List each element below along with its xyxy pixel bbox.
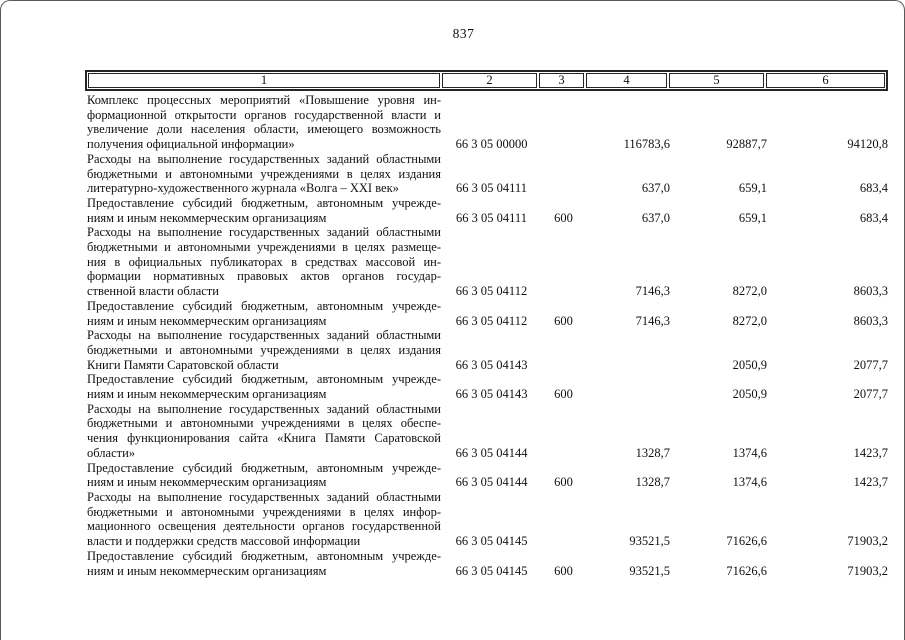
- cell-code: 66 3 05 04144: [455, 475, 528, 490]
- cell-expense_type: [540, 93, 587, 152]
- column-header-5: 5: [669, 73, 764, 88]
- description-line: Расходы на выполнение государственных заданий областными: [87, 225, 441, 240]
- table-row: [85, 402, 888, 461]
- cell-amount_3: 683,4: [859, 210, 888, 225]
- cell-expense_type: 600: [554, 387, 573, 402]
- cell-amount_3: 2077,7: [853, 357, 888, 372]
- cell-expense_type: [540, 490, 587, 549]
- cell-amount_1: 637,0: [641, 181, 670, 196]
- table-row: [85, 225, 888, 299]
- cell-amount_3: 71903,2: [847, 563, 888, 578]
- cell-amount_1: 7146,3: [635, 284, 670, 299]
- table-header-row: [85, 70, 888, 91]
- cell-amount_1: 637,0: [641, 210, 670, 225]
- description-line: ниям и иным некоммерческим организациям: [87, 313, 327, 328]
- description-line: ниям и иным некоммерческим организациям: [87, 210, 327, 225]
- description-line: Комплекс процессных мероприятий «Повышение уровня ин-: [87, 93, 441, 107]
- cell-amount_2: 1374,6: [732, 475, 767, 490]
- table-row: [85, 549, 888, 578]
- table-body-grid: [85, 93, 888, 578]
- description-line: ниям и иным некоммерческим организациям: [87, 475, 327, 490]
- cell-amount_1: 93521,5: [629, 534, 670, 549]
- table-row: [85, 152, 888, 196]
- cell-name: [85, 93, 443, 152]
- table-row: [85, 490, 888, 549]
- table-row: [85, 93, 888, 152]
- cell-amount_1: 1328,7: [635, 475, 670, 490]
- cell-amount_1: 116783,6: [623, 137, 670, 152]
- cell-amount_3: 683,4: [859, 181, 888, 196]
- cell-amount_3: 71903,2: [847, 534, 888, 549]
- description-line: Книги Памяти Саратовской области: [87, 357, 279, 372]
- description-line: литературно-художественного журнала «Волга – XXI век»: [87, 181, 399, 196]
- cell-amount_3: 2077,7: [853, 387, 888, 402]
- cell-amount_1: [587, 328, 670, 372]
- cell-code: 66 3 05 04111: [456, 210, 527, 225]
- cell-name: [85, 372, 443, 401]
- description-line: Предоставление субсидий бюджетным, автономным учрежде-: [87, 548, 441, 563]
- description-line: ственной власти области: [87, 284, 219, 299]
- cell-code: 66 3 05 00000: [455, 137, 528, 152]
- cell-code: 66 3 05 04144: [455, 445, 528, 460]
- description-line: бюджетными и автономными учреждениями в целях издания: [87, 166, 441, 181]
- cell-amount_2: 8272,0: [732, 313, 767, 328]
- cell-name: [85, 402, 443, 461]
- table-row: [85, 372, 888, 401]
- description-line: Расходы на выполнение государственных заданий областными: [87, 151, 441, 166]
- cell-amount_1: 7146,3: [635, 313, 670, 328]
- cell-expense_type: 600: [554, 475, 573, 490]
- description-line: ниям и иным некоммерческим организациям: [87, 387, 327, 402]
- cell-amount_1: 93521,5: [629, 563, 670, 578]
- column-header-3: 3: [539, 73, 584, 88]
- cell-name: [85, 152, 443, 196]
- cell-amount_2: 659,1: [738, 210, 767, 225]
- column-header-6: 6: [766, 73, 885, 88]
- cell-amount_2: 1374,6: [732, 445, 767, 460]
- cell-code: 66 3 05 04112: [455, 284, 528, 299]
- description-line: бюджетными и автономными учреждениями в целях инфор-: [87, 504, 441, 519]
- table-body: [85, 93, 888, 578]
- description-line: формационной открытости органов государственной власти и: [87, 107, 441, 122]
- description-line: получения официальной информации»: [87, 137, 295, 152]
- column-header-2: 2: [442, 73, 537, 88]
- cell-code: 66 3 05 04145: [455, 563, 528, 578]
- cell-amount_2: 2050,9: [732, 357, 767, 372]
- description-line: ния в официальных публикаторах в средствах массовой ин-: [87, 254, 441, 269]
- description-line: мационного освещения деятельности органов государственной: [87, 519, 441, 534]
- cell-code: 66 3 05 04143: [455, 387, 528, 402]
- cell-amount_3: 8603,3: [853, 284, 888, 299]
- cell-amount_2: 71626,6: [726, 534, 767, 549]
- cell-amount_3: 8603,3: [853, 313, 888, 328]
- description-line: Расходы на выполнение государственных заданий областными: [87, 328, 441, 343]
- page-number: 837: [452, 26, 475, 41]
- description-line: чения функционирования сайта «Книга Памяти Саратовской: [87, 431, 441, 446]
- cell-expense_type: [540, 328, 587, 372]
- cell-name: [85, 549, 443, 578]
- description-line: увеличение доли населения области, имеющего возможность: [87, 122, 441, 137]
- cell-amount_1: 1328,7: [635, 445, 670, 460]
- description-line: Предоставление субсидий бюджетным, автономным учрежде-: [87, 460, 441, 475]
- cell-name: [85, 328, 443, 372]
- description-line: ниям и иным некоммерческим организациям: [87, 563, 327, 578]
- cell-code: 66 3 05 04111: [456, 181, 527, 196]
- cell-expense_type: 600: [554, 210, 573, 225]
- table-row: [85, 196, 888, 225]
- cell-amount_3: 1423,7: [853, 445, 888, 460]
- cell-name: [85, 461, 443, 490]
- column-header-4: 4: [586, 73, 667, 88]
- description-line: области»: [87, 445, 136, 460]
- description-line: формации нормативных правовых актов органов государ-: [87, 269, 441, 284]
- cell-name: [85, 299, 443, 328]
- description-line: Предоставление субсидий бюджетным, автономным учрежде-: [87, 195, 441, 210]
- description-line: Расходы на выполнение государственных заданий областными: [87, 489, 441, 504]
- column-header-1: 1: [88, 73, 440, 88]
- description-line: бюджетными и автономными учреждениями в целях обеспе-: [87, 416, 441, 431]
- description-line: бюджетными и автономными учреждениями в целях размеще-: [87, 240, 441, 255]
- cell-amount_2: 659,1: [738, 181, 767, 196]
- cell-expense_type: 600: [554, 313, 573, 328]
- description-line: Предоставление субсидий бюджетным, автономным учрежде-: [87, 298, 441, 313]
- budget-table: [85, 70, 888, 578]
- cell-name: [85, 490, 443, 549]
- cell-expense_type: [540, 225, 587, 299]
- description-line: Предоставление субсидий бюджетным, автономным учрежде-: [87, 372, 441, 387]
- cell-amount_3: 1423,7: [853, 475, 888, 490]
- description-line: бюджетными и автономными учреждениями в целях издания: [87, 342, 441, 357]
- cell-code: 66 3 05 04143: [455, 357, 528, 372]
- cell-expense_type: [540, 152, 587, 196]
- cell-expense_type: [540, 402, 587, 461]
- cell-amount_2: 92887,7: [726, 137, 767, 152]
- cell-name: [85, 225, 443, 299]
- table-row: [85, 328, 888, 372]
- description-line: власти и поддержки средств массовой информации: [87, 534, 361, 549]
- cell-expense_type: 600: [554, 563, 573, 578]
- cell-amount_1: [587, 372, 670, 401]
- cell-amount_2: 71626,6: [726, 563, 767, 578]
- cell-amount_2: 8272,0: [732, 284, 767, 299]
- table-row: [85, 299, 888, 328]
- cell-code: 66 3 05 04112: [455, 313, 528, 328]
- cell-name: [85, 196, 443, 225]
- cell-amount_3: 94120,8: [847, 137, 888, 152]
- description-line: Расходы на выполнение государственных заданий областными: [87, 401, 441, 416]
- cell-code: 66 3 05 04145: [455, 534, 528, 549]
- cell-amount_2: 2050,9: [732, 387, 767, 402]
- table-row: [85, 461, 888, 490]
